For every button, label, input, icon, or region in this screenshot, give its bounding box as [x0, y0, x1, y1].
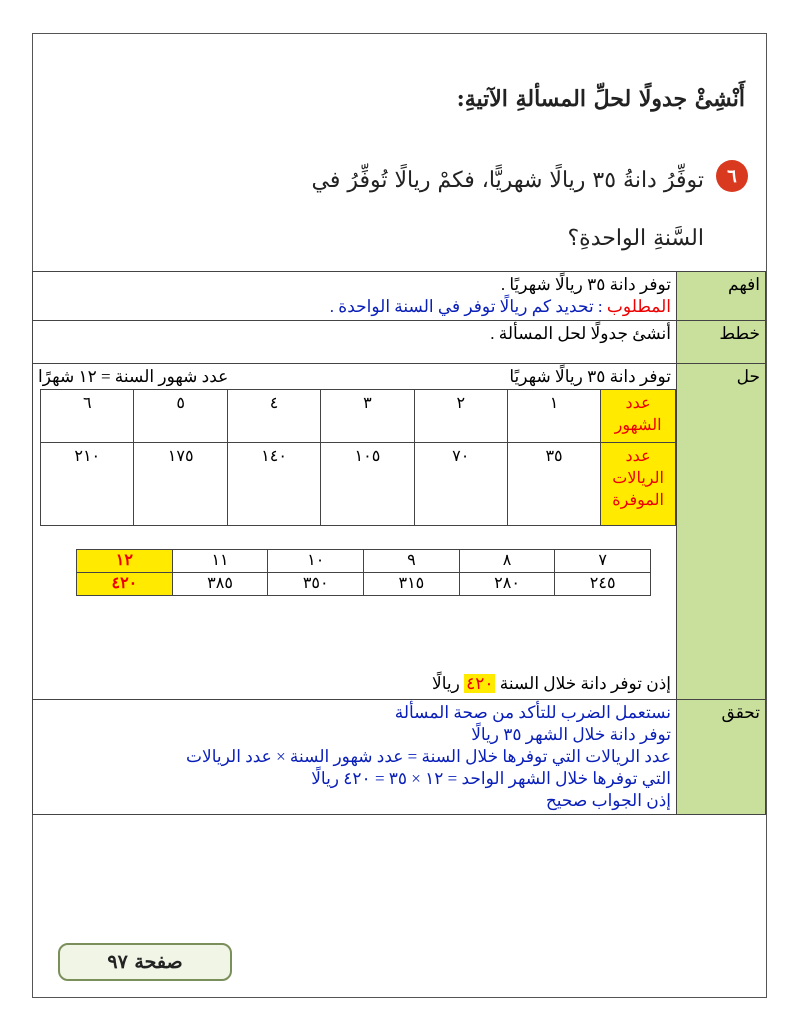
solve-given-line: [33, 364, 676, 388]
check-line: التي توفرها خلال الشهر الواحد = ١٢ × ٣٥ = ٤٢٠ ريالًا: [311, 769, 671, 788]
riyal-cell: ٣١٥: [364, 573, 460, 596]
check-line: عدد الريالات التي توفرها خلال السنة = عدد شهور السنة × عدد الريالات: [186, 747, 671, 766]
months-header: عدد الشهور: [601, 390, 676, 443]
month-cell: ١١: [172, 550, 268, 573]
question-text: [144, 152, 704, 268]
month-cell-highlight: ١٢: [77, 550, 173, 573]
conclusion-prefix: إذن توفر دانة خلال السنة: [495, 674, 671, 693]
riyal-cell: ١٧٥: [134, 443, 227, 526]
plan-text: أنشئ جدولًا لحل المسألة .: [33, 321, 677, 364]
month-cell: ٧: [555, 550, 651, 573]
solve-given-right: توفر دانة ٣٥ ريالًا شهريًا: [509, 367, 671, 386]
check-row: [33, 700, 766, 815]
question-line-1: توفِّرُ دانةُ ٣٥ ريالًا شهريًّا، فكمْ ريالًا تُوفِّرُ في: [311, 168, 704, 193]
solution-table: [32, 271, 766, 815]
understand-body: [33, 272, 677, 321]
month-cell: ٩: [364, 550, 460, 573]
riyal-cell: ٢٤٥: [555, 573, 651, 596]
plan-row: [33, 321, 766, 364]
riyal-cell: ٧٠: [414, 443, 507, 526]
riyal-cell: ١٤٠: [227, 443, 320, 526]
understand-required: [38, 296, 671, 318]
plan-label: خطط: [677, 321, 766, 364]
check-body: [33, 700, 677, 815]
conclusion-suffix: ريالًا: [432, 674, 465, 693]
riyals-row-1: [41, 443, 676, 526]
question-line-2: السَّنةِ الواحدةِ؟: [567, 226, 704, 251]
months-row-1: [41, 390, 676, 443]
month-cell: ٦: [41, 390, 134, 443]
check-line: نستعمل الضرب للتأكد من صحة المسألة: [394, 703, 671, 722]
riyals-row-2: [77, 573, 651, 596]
month-cell: ٢: [414, 390, 507, 443]
exercise-heading: أَنْشِئْ جدولًا لحلِّ المسألةِ الآتيةِ:: [456, 86, 745, 112]
riyal-cell: ٢١٠: [41, 443, 134, 526]
understand-given: توفر دانة ٣٥ ريالًا شهريًا .: [500, 275, 671, 294]
month-cell: ١٠: [268, 550, 364, 573]
understand-label: افهم: [677, 272, 766, 321]
question-number-badge: ٦: [716, 160, 748, 192]
month-cell: ٥: [134, 390, 227, 443]
months-row-2: [77, 550, 651, 573]
solve-given-left: عدد شهور السنة = ١٢ شهرًا: [38, 367, 229, 386]
required-text: : تحديد كم ريالًا توفر في السنة الواحدة .: [329, 297, 607, 316]
required-label: المطلوب: [606, 297, 671, 316]
months-table-1: [40, 389, 676, 526]
months-table-2: [76, 549, 651, 596]
understand-row: [33, 272, 766, 321]
riyals-header: عدد الريالات الموفرة: [601, 443, 676, 526]
page-number-badge: صفحة ٩٧: [58, 943, 232, 981]
month-cell: ٨: [459, 550, 555, 573]
check-label: تحقق: [677, 700, 766, 815]
riyal-cell: ٣٨٥: [172, 573, 268, 596]
riyal-cell: ٣٥٠: [268, 573, 364, 596]
month-cell: ٣: [321, 390, 414, 443]
riyal-cell-highlight: ٤٢٠: [77, 573, 173, 596]
check-line: توفر دانة خلال الشهر ٣٥ ريالًا: [471, 725, 671, 744]
conclusion-value: ٤٢٠: [466, 674, 494, 693]
riyal-cell: ٢٨٠: [459, 573, 555, 596]
solve-conclusion: [432, 673, 671, 695]
check-line: إذن الجواب صحيح: [545, 791, 671, 810]
riyal-cell: ٣٥: [507, 443, 600, 526]
solve-row: [33, 364, 766, 700]
riyal-cell: ١٠٥: [321, 443, 414, 526]
month-cell: ١: [507, 390, 600, 443]
solve-body: [33, 364, 677, 700]
month-cell: ٤: [227, 390, 320, 443]
solve-label: حل: [677, 364, 766, 700]
